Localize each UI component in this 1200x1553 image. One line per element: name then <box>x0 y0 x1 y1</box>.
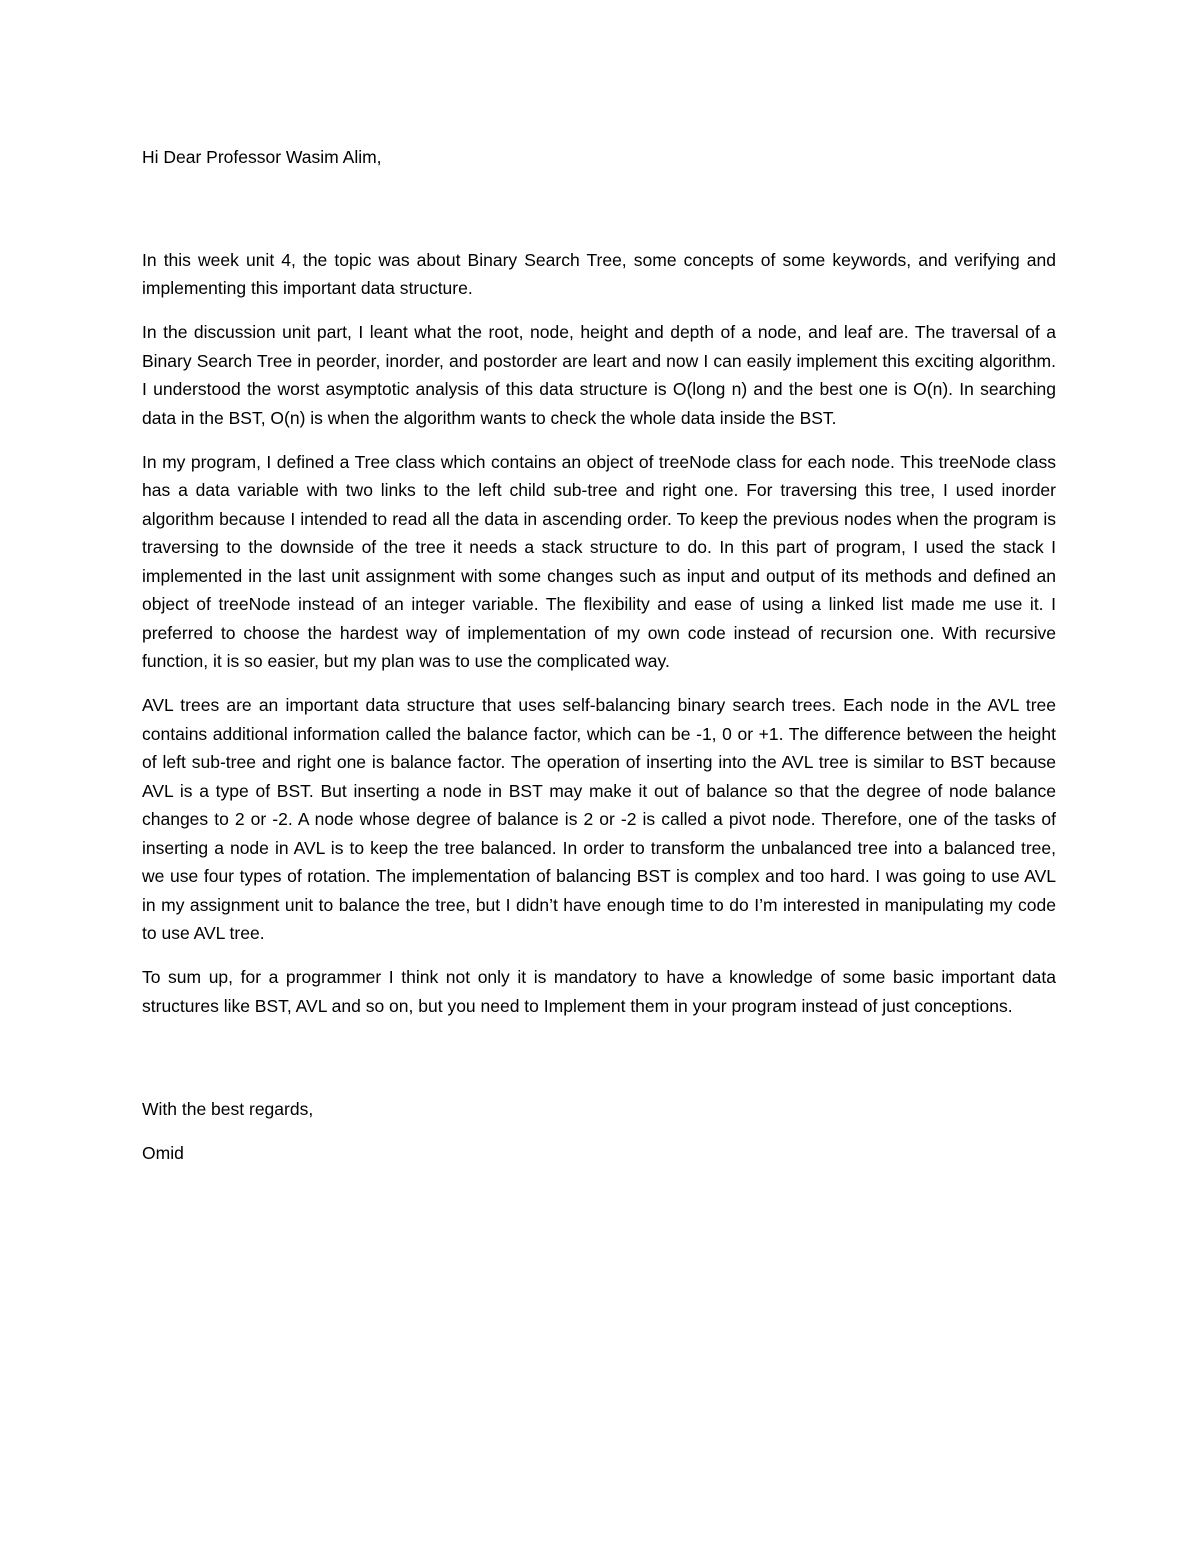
paragraph-intro: In this week unit 4, the topic was about Binary Search Tree, some concepts of some keywords, and verifying and implementing this important data structure. <box>142 249 1056 298</box>
paragraph-avl: AVL trees are an important data structure that uses self-balancing binary search trees. Each node in the AVL tree contains additional information called the balance factor, which can be -1, 0 or +1. The difference between the height of left sub-tree and right one is balance factor. The operation of inserting into the AVL tree is similar to BST because AVL is a type of BST. But inserting a node in BST may make it out of balance so that the degree of node balance changes to 2 or -2. A node whose degree of balance is 2 or -2 is called a pivot node. Therefore, one of the tasks of inserting a node in AVL is to keep the tree balanced. In order to transform the unbalanced tree into a balanced tree, we use four types of rotation. The implementation of balancing BST is complex and too hard. I was going to use AVL in my assignment unit to balance the tree, but I didn’t have enough time to do I’m interested in manipulating my code to use AVL tree. <box>142 695 1056 943</box>
signature: Omid <box>142 1143 184 1163</box>
paragraph-discussion: In the discussion unit part, I leant what the root, node, height and depth of a node, and leaf are. The traversal of a Binary Search Tree in peorder, inorder, and postorder are leart and now I can easily implement this exciting algorithm. I understood the worst asymptotic analysis of this data structure is O(long n) and the best one is O(n). In searching data in the BST, O(n) is when the algorithm wants to check the whole data inside the BST. <box>142 322 1056 428</box>
paragraph-summary: To sum up, for a programmer I think not only it is mandatory to have a knowledge of some basic important data structures like BST, AVL and so on, but you need to Implement them in your program instead of just conceptions. <box>142 967 1056 1016</box>
closing: With the best regards, <box>142 1099 314 1119</box>
letter-body <box>142 143 1056 1168</box>
paragraph-program: In my program, I defined a Tree class which contains an object of treeNode class for each node. This treeNode class has a data variable with two links to the left child sub-tree and right one. For traversing this tree, I used inorder algorithm because I intended to read all the data in ascending order. To keep the previous nodes when the program is traversing to the downside of the tree it needs a stack structure to do. In this part of program, I used the stack I implemented in the last unit assignment with some changes such as input and output of its methods and defined an object of treeNode instead of an integer variable. The flexibility and ease of using a linked list made me use it. I preferred to choose the hardest way of implementation of my own code instead of recursion one. With recursive function, it is so easier, but my plan was to use the complicated way. <box>142 451 1056 671</box>
greeting: Hi Dear Professor Wasim Alim, <box>142 147 382 167</box>
